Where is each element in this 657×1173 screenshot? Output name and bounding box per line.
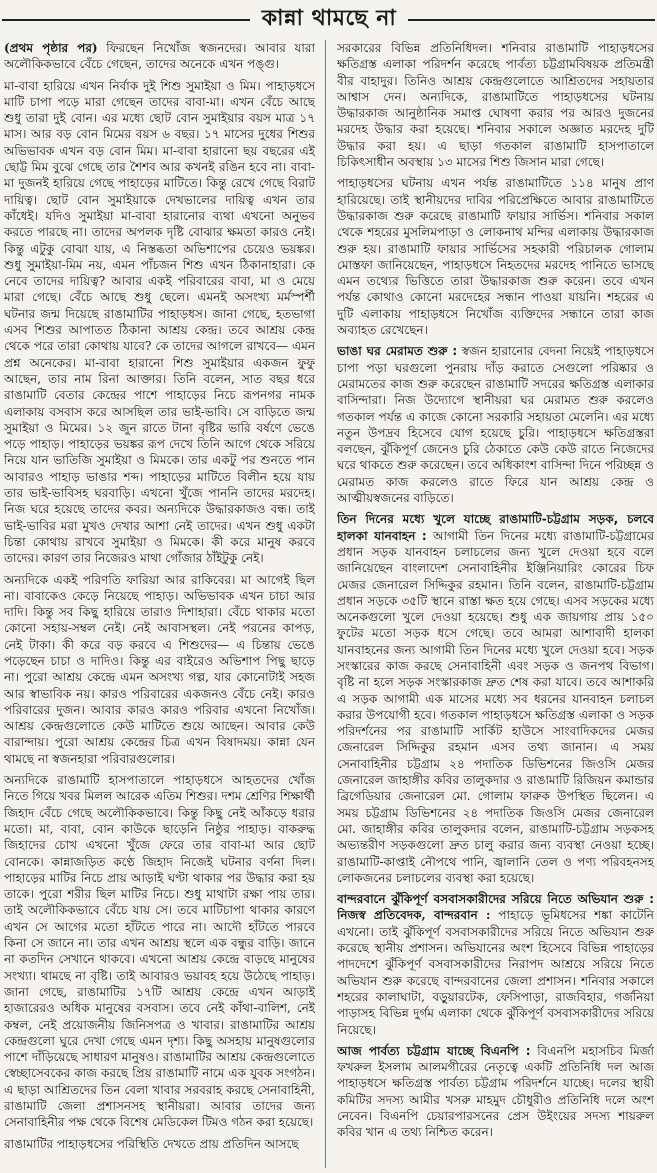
section-bnp bbox=[337, 1043, 654, 1141]
headline-rule-left bbox=[2, 19, 250, 21]
paragraph: সরকারের বিভিন্ন প্রতিনিধিদল। শনিবার রাঙামাটি পাহাড়ধসের ক্ষতিগ্রস্ত এলাকা পরিদর্শন করেছে পার্বত্য চট্টগ্রামবিষয়ক প্রতিমন্ত্রী বীর বাহাদুর। তিনিও আশ্রয় কেন্দ্রগুলোতে আশ্রিতদের সহায়তার আশ্বাস দেন। অন্যদিকে, রাঙামাটিতে পাহাড়ধসের ঘটনায় উদ্ধারকাজ আনুষ্ঠানিক সমাপ্ত ঘোষণা করার পর আরও দুজনের মরদেহ উদ্ধার করা হয়েছে। শনিবার সকালে অজ্ঞাত মরদেহ দুটি উদ্ধার করা হয়। এ ছাড়া গতকাল রাঙামাটি হাসপাতালে চিকিৎসাধীন অবস্থায় ১৩ মাসের শিশু জিসান মারা গেছে। bbox=[337, 41, 654, 170]
article-column-left bbox=[4, 40, 315, 1170]
section-heading: বান্দরবানে ঝুঁকিপূর্ণ বসবাসকারীদের সরিয়ে নিতে অভিযান শুরু : bbox=[337, 892, 654, 907]
paragraph: অন্যদিকে একই পরিণতি ফারিয়া আর রাকিবের। মা আগেই ছিল না। বাবাকেও কেড়ে নিয়েছে পাহাড়। অভিভাবক এখন চাচা আর দাদি। কিন্তু সব কিছু হারিয়ে তারাও দিশাহারা। বেঁচে থাকার মতো কোনো সহায়-সম্বল নেই। নেই আবাসস্থল। নেই পরনের কাপড়, নেই টাকা। কী করে বড় করবে এ শিশুদের— এ চিন্তায় ভেঙে পড়েছেন চাচা ও দাদিও। কিন্তু এর বাইরেও অভিশাপ পিছু ছাড়ে না। পুরো আশ্রয় কেন্দ্রে এমন অসংখ্য গল্প, যার কোনোটাই সহজ আর স্বাভাবিক নয়। কারও পরিবারের একজনও বেঁচে নেই। কারও পরিবারের দুজন। আবার কারও কারও পরিবার এখনো নিখোঁজ। আশ্রয় কেন্দ্রগুলোতে কেউ মাটিতে শুয়ে আছেন। আবার কেউ বারান্দায়। পুরো আশ্রয় কেন্দ্রের চিত্র এখন বিষাদময়। কান্না যেন থামছে না স্বজনহারা পরিবারগুলোর। bbox=[4, 572, 315, 766]
section-road bbox=[337, 511, 654, 886]
section-repair bbox=[337, 343, 654, 506]
section-heading: আজ পার্বত্য চট্টগ্রাম যাচ্ছে বিএনপি : bbox=[337, 1043, 531, 1058]
headline-rule-right bbox=[408, 19, 655, 21]
paragraph: মা-বাবা হারিয়ে এখন নির্বাক দুই শিশু সুমাইয়া ও মিম। পাহাড়ধসে মাটি চাপা পড়ে মারা গেছেন তাদের বাবা-মা। এখন বেঁচে আছে শুধু তারা দুই বোন। এর মধ্যে ছোট বোন সুমাইয়ার বয়স মাত্র ১৭ মাস। আর বড় বোন মিমের বয়স ৬ বছর। ১৭ মাসের দুধের শিশুর অভিভাবক এখন বড় বোন মিম। মা-বাবা হারানো ছয় বছরের এই ছোট্ট মিম বুঝে গেছে তার শৈশব আর কখনই রঙিন হবে না। বাবা-মা দুজনই হারিয়ে গেছে পাহাড়ের মাটিতে। কিন্তু রেখে গেছে বিরাট দায়িত্ব। ছোট বোন সুমাইয়াকে দেখভালের দায়িত্ব এখন তার কাঁধেই। যদিও সুমাইয়া মা-বাবা হারানোর ব্যথা এখনো অনুভব করতে পারছে না। তাদের অপলক দৃষ্টি বোঝার ক্ষমতা কারও নেই। কিন্তু এটুকু বোঝা যায়, এ নিস্তব্ধতা অভিশাপের চেয়েও ভয়ঙ্কর। শুধু সুমাইয়া-মিম নয়, এমন পাঁচজন শিশু এখন ঠিকানাহারা। কে নেবে তাদের দায়িত্ব? আবার একই পরিবারের বাবা, মা ও মেয়ে মারা গেছে। বেঁচে আছে শুধু ছেলে। এমনই অসংখ্য মর্মস্পর্শী ঘটনার জন্ম দিয়েছে রাঙামাটির পাহাড়ধস। জানা গেছে, হতভাগা এসব শিশুর আপাতত ঠিকানা আশ্রয় কেন্দ্র। তবে আশ্রয় কেন্দ্র থেকে পরে তারা কোথায় যাবে? কে তাদের আগলে রাখবে— এমন প্রশ্ন অনেকের। মা-বাবা হারানো শিশু সুমাইয়ার একজন ফুফু আছেন, তার নাম রিনা আক্তার। তিনি বলেন, সাত বছর ধরে রাঙামাটি বেতার কেন্দ্রের পাশে পাহাড়ের নিচে রূপনগর নামক এলাকায় বসবাস করে আসছিল তার ভাই-ভাবি। সে বাড়িতে জন্ম সুমাইয়া ও মিমের। ১২ জুন রাতে টানা বৃষ্টির ভারি বর্ষণে ভেঙে পড়ে পাহাড়। পাহাড়ের ভয়ঙ্কর রূপ দেখে তিনি আগে থেকে সরিয়ে নিয়ে যান ভাতিজি সুমাইয়া ও মিমকে। তার একটু পর শুনতে পান আবারও পাহাড় ভাঙার শব্দ। পাহাড়ের মাটিতে বিলীন হয়ে যায় তার ভাই-ভাবিসহ ঘরবাড়ি। এখনো খুঁজে পাননি তাদের মরদেহ। নিজ ঘরে হয়েছে তাদের কবর। অন্যদিকে উদ্ধারকাজও বন্ধ। তাই ভাই-ভাবির মরা মুখও দেখার আশা নেই তাদের। এখন শুধু একটা চিন্তা কোথায় রাখবে সুমাইয়া ও মিমকে। কী করে মানুষ করবে তাদের। কারণ তার নিজেরও মাথা গোঁজার ঠাঁইটুকু নেই। bbox=[4, 78, 315, 566]
section-heading: তিন দিনের মধ্যে খুলে যাচ্ছে রাঙামাটি-চট্টগ্রাম সড়ক, চলবে হালকা যানবাহন : bbox=[337, 512, 654, 543]
paragraph: পাহাড়ধসের ঘটনায় এখন পর্যন্ত রাঙামাটিতে ১১৪ মানুষ প্রাণ হারিয়েছে। তাই স্থানীয়দের দাবির পরিপ্রেক্ষিতে আবার রাঙামাটিতে উদ্ধারকাজ শুরু করেছে রাঙামাটি ফায়ার সার্ভিস। শনিবার সকাল থেকে শহরের মুসলিমপাড়া ও লোকনাথ মন্দির এলাকায় উদ্ধারকাজ শুরু হয়। রাঙামাটি ফায়ার সার্ভিসের সহকারী পরিচালক গোলাম মোস্তফা জানিয়েছেন, পাহাড়ধসে নিহতদের মরদেহ পানিতে ভাসছে এমন তথ্যের ভিত্তিতে তারা উদ্ধারকাজ শুরু করেন। তবে এখন পর্যন্ত কোথাও কোনো মরদেহের সন্ধান পাওয়া যায়নি। শহরের এ দুটি এলাকায় পাহাড়ধসে নিখোঁজ ব্যক্তিদের সন্ধানে তারা কাজ অব্যাহত রেখেছেন। bbox=[337, 176, 654, 338]
article-column-right bbox=[337, 40, 654, 1170]
paragraph-lead bbox=[4, 40, 315, 73]
headline-bar bbox=[0, 0, 657, 40]
column-divider bbox=[325, 40, 326, 1168]
paragraph: রাঙামাটির পাহাড়ধসের পরিস্থিতি দেখতে প্রায় প্রতিদিন আসছে bbox=[4, 1136, 299, 1151]
section-text: আগামী তিন দিনের মধ্যে রাঙামাটি-চট্টগ্রামের প্রধান সড়ক যানবাহন চলাচলের জন্য খুলে দেওয়া হবে বলে জানিয়েছেন বাংলাদেশ সেনাবাহিনীর ইঞ্জিনিয়ারিং কোরের চিফ মেজর জেনারেল সিদ্দিকুর রহমান। তিনি বলেন, রাঙামাটি-চট্টগ্রাম প্রধান সড়কে ৩৫টি স্থানে রাস্তা ক্ষত হয়ে গেছে। এসব সড়কের মধ্যে অনেকগুলো খুলে দেওয়া হয়েছে। শুধু এক জায়গায় প্রায় ১৫০ ফুটের মতো সড়ক ধসে গেছে। তবে আমরা আশাবাদী হালকা যানবাহনের জন্য আগামী তিন দিনের মধ্যে খুলে দেওয়া হবে। সড়ক সংস্কারের কাজ করছে সেনাবাহিনী এবং সড়ক ও জনপথ বিভাগ। বৃষ্টি না হলে সড়ক সংস্কারকাজ দ্রুত শেষ করা যাবে। তবে আশাকরি এ সড়ক আগামী এক মাসের মধ্যে সব ধরনের যানবাহন চলাচল করার উপযোগী হবে। গতকাল পাহাড়ধসে ক্ষতিগ্রস্ত এলাকা ও সড়ক পরিদর্শনের পর রাঙামাটি সার্কিট হাউসে সাংবাদিকদের মেজর জেনারেল সিদ্দিকুর রহমান এসব তথ্য জানান। এ সময় সেনাবাহিনীর চট্টগ্রাম ২৪ পদাতিক ডিভিশনের জিওসি মেজর জেনারেল জাহাঙ্গীর কবির তালুকদার ও রাঙামাটি রিজিয়ন কমান্ডার ব্রিগেডিয়ার জেনারেল মো. গোলাম ফারুক উপস্থিত ছিলেন। এ সময় চট্টগ্রাম ডিভিশনের ২৪ পদাতিক জিওসি মেজর জেনারেল মো. জাহাঙ্গীর কবির তালুকদার বলেন, রাঙামাটি-চট্টগ্রাম সড়কসহ অভ্যন্তরীণ সড়কগুলো দ্রুত চালু করার জন্য ব্যবস্থা নেওয়া হচ্ছে। রাঙামাটি-কাপ্তাই নৌপথে পানি, জ্বালানি তেল ও পণ্য পরিবহনসহ লোকজনের চলাচলের ব্যবস্থা করা হয়েছে। bbox=[337, 528, 654, 885]
section-text: বিএনপি মহাসচিব মির্জা ফখরুল ইসলাম আলমগীরের নেতৃত্বে একটি প্রতিনিধি দল আজ পাহাড়ধসে ক্ষতিগ্রস্ত পার্বত্য চট্টগ্রাম পরিদর্শনে যাচ্ছে। দলের স্থায়ী কমিটির সদস্য আমীর খসরু মাহমুদ চৌধুরীও প্রতিনিধি দলে অংশ নেবেন। বিএনপি চেয়ারপারসনের প্রেস উইংয়ের সদস্য শায়রুল কবির খান এ তথ্য নিশ্চিত করেন। bbox=[337, 1043, 654, 1140]
byline: নিজস্ব প্রতিবেদক, বান্দরবান : bbox=[337, 908, 491, 923]
section-heading: ভাঙা ঘর মেরামত শুরু : bbox=[337, 344, 458, 359]
paragraph: অন্যদিকে রাঙামাটি হাসপাতালে পাহাড়ধসে আহতদের খোঁজ নিতে গিয়ে খবর মিলল আরেক এতিম শিশুর। দশম শ্রেণির শিক্ষার্থী জিহাদ বেঁচে গেছে অলৌকিকভাবে। কিন্তু কিছু নেই আঁকড়ে ধরার মতো। মা, বাবা, বোন কাউকে ছাড়েনি নিষ্ঠুর পাহাড়। বাকরুদ্ধ জিহাদের চোখ এখনো খুঁজে ফেরে তার বাবা-মা আর ছোট বোনকে। কান্নাজড়িত কণ্ঠে জিহাদ নিজেই ঘটনার বর্ণনা দিল। পাহাড়ের মাটির নিচে প্রায় আড়াই ঘণ্টা থাকার পর উদ্ধার করা হয় তাকে। পুরো শরীর ছিল মাটির নিচে। শুধু মাথাটা রক্ষা পায় তার। তাই অলৌকিকভাবে বেঁচে যায় সে। তবে মাটিচাপা থাকার কারণে এখন সে আগের মতো হাঁটতে পারে না। আদৌ হাঁটতে পারবে কিনা সে জানে না। তার এখন আশ্রয় স্থলে এক বন্ধুর বাড়ি। জানে না কতদিন সেখানে থাকবে। এখনো আশ্রয় কেন্দ্রে বাড়ছে মানুষের সংখ্যা। থামছে না বৃষ্টি। তাই আবারও ভয়াবহ হয়ে উঠেছে পাহাড়। জানা গেছে, রাঙামাটির ১৭টি আশ্রয় কেন্দ্রে এখন আড়াই হাজারেরও অধিক মানুষের বসবাস। তবে নেই কাঁথা-বালিশ, নেই কম্বল, নেই প্রয়োজনীয় জিনিসপত্র ও খাবার। রাঙামাটির আশ্রয় কেন্দ্রগুলো ঘুরে দেখা গেছে এমন দৃশ্য। কিছু অসহায় মানুষগুলোর পাশে দাঁড়িয়েছে সাধারণ মানুষও। রাঙামাটির আশ্রয় কেন্দ্রগুলোতে স্বেচ্ছাসেবকের কাজ করছে প্রিয় রাঙামাটি নামে এক যুবক সংগঠন। এ ছাড়া আশ্রিতদের তিন বেলা খাবার সরবরাহ করছে সেনাবাহিনী, রাঙামাটি জেলা প্রশাসনসহ স্থানীয়রা। আবার তাদের জন্য সেনাবাহিনীর পক্ষ থেকে বিশেষ মেডিকেল টিমও গঠন করা হয়েছে। bbox=[4, 773, 315, 1130]
continued-tag: (প্রথম পৃষ্ঠার পর) bbox=[4, 41, 98, 55]
section-text: পাহাড়ে ভূমিধসের শঙ্কা কাটেনি এখনো। তাই ঝুঁকিপূর্ণ বসবাসকারীদের সরিয়ে নিতে অভিযান শুরু করেছে স্থানীয় প্রশাসন। অভিযানের অংশ হিসেবে বিভিন্ন পাহাড়ের পাদদেশে ঝুঁকিপূর্ণ বসবাসকারীদের নিরাপদ আশ্রয়ে সরিয়ে নিতে অভিযান শুরু করেছে বান্দরবানের জেলা প্রশাসন। শনিবার সকালে শহরের কালাঘাটা, বড়ুয়ারটেক, ফেসিপাড়া, রাজবিহার, গর্জনিয়া পাড়াসহ বিভিন্ন দুর্গম এলাকা থেকে ঝুঁকিপূর্ণ বসবাসকারীদের সরিয়ে নিয়েছে। bbox=[337, 908, 654, 1037]
paragraph-text: ফিরছেন নিখোঁজ স্বজনদের। আবার যারা অলৌকিকভাবে বেঁচে গেছেন, তাদের অনেকে এখন পঙ্গু। bbox=[4, 41, 315, 72]
section-text: স্বজন হারানোর বেদনা নিয়েই পাহাড়ধসে চাপা পড়া ঘরগুলো পুনরায় দাঁড় করাতে সেগুলো পরিষ্কার ও মেরামতের কাজ শুরু করেছেন রাঙামাটি সদরের ক্ষতিগ্রস্ত এলাকার বাসিন্দারা। নিজ উদ্যোগে স্থানীয়রা ঘর মেরামত শুরু করলেও গতকাল পর্যন্ত এ কাজে কোনো সরকারি সহায়তা মেলেনি। এর মধ্যে নতুন উপদ্রব হিসেবে যোগ হয়েছে চুরি। পাহাড়ধসে ক্ষতিগ্রস্তরা বলছেন, ঝুঁকিপূর্ণ জেনেও চুরি ঠেকাতে কেউ কেউ রাতে নিজেদের ঘরে থাকতে শুরু করেছেন। তবে অধিকাংশ বাসিন্দা দিনে পরিচ্ছন্ন ও মেরামত কাজ করলেও রাতে ফিরে যান আশ্রয় কেন্দ্র ও আত্মীয়স্বজনের বাড়িতে। bbox=[337, 344, 654, 506]
section-bandarban bbox=[337, 891, 654, 1038]
page-headline: কান্না থামছে না bbox=[261, 6, 397, 31]
